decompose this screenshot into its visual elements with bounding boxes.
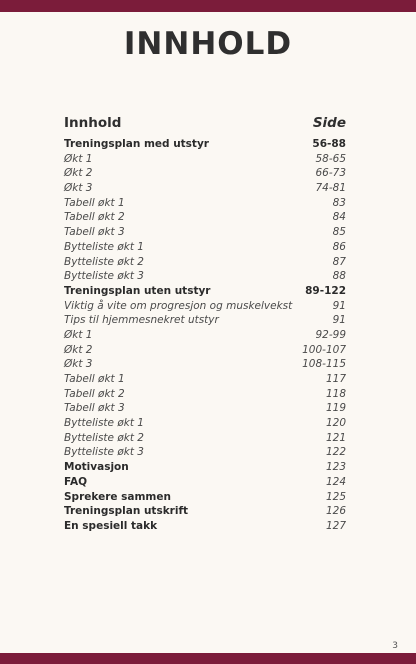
toc-entry-label: Tabell økt 3: [64, 402, 125, 415]
toc-entry-label: Bytteliste økt 3: [64, 446, 144, 459]
toc-entry: [64, 431, 346, 446]
toc-entry: [64, 357, 346, 372]
toc-entry-page: 127: [325, 519, 346, 532]
toc-entry-label: Bytteliste økt 3: [64, 270, 144, 283]
toc-entry-label: Tabell økt 2: [64, 387, 125, 400]
table-of-contents: [64, 115, 346, 534]
toc-entry: [64, 504, 346, 519]
toc-entry-page: 118: [325, 387, 346, 400]
toc-entry: [64, 210, 346, 225]
toc-entry: [64, 284, 346, 299]
toc-entry: [64, 196, 346, 211]
toc-entry: [64, 401, 346, 416]
toc-entry-label: Økt 2: [64, 343, 93, 356]
page-number: 3: [392, 641, 398, 651]
toc-entry-label: Økt 1: [64, 328, 93, 341]
toc-entry-label: Bytteliste økt 1: [64, 417, 144, 430]
toc-entry-label: Bytteliste økt 1: [64, 240, 144, 253]
toc-entry-page: 124: [325, 475, 346, 488]
toc-entry-label: Tabell økt 3: [64, 226, 125, 239]
toc-entry-page: 119: [325, 402, 346, 415]
toc-entry-label: Treningsplan utskrift: [64, 505, 189, 518]
toc-entry: [64, 343, 346, 358]
toc-entry-page: 87: [332, 255, 346, 268]
toc-entry-page: 56-88: [312, 138, 346, 150]
toc-entry-page: 74-81: [315, 182, 346, 195]
toc-entry-page: 84: [332, 211, 346, 224]
toc-entry-page: 58-65: [315, 152, 346, 165]
toc-entry: [64, 328, 346, 343]
toc-entry: [64, 519, 346, 534]
toc-entry-page: 91: [332, 314, 346, 327]
toc-entry-page: 120: [325, 417, 346, 430]
toc-entry-label: En spesiell takk: [64, 519, 158, 532]
toc-entry-page: 100-107: [302, 343, 346, 356]
toc-entry-page: 85: [332, 226, 346, 239]
toc-entry-label: Treningsplan med utstyr: [64, 138, 209, 150]
toc-entry-label: Tabell økt 2: [64, 211, 125, 224]
toc-entry: [64, 475, 346, 490]
toc-entry-label: Økt 3: [64, 358, 93, 371]
toc-entry-label: FAQ: [64, 475, 88, 488]
toc-entry-label: Bytteliste økt 2: [64, 431, 144, 444]
toc-entry-label: Økt 2: [64, 167, 93, 180]
toc-entry-label: Treningsplan uten utstyr: [64, 284, 211, 297]
toc-entry-label: Tabell økt 1: [64, 196, 125, 209]
toc-entry: [64, 313, 346, 328]
toc-entry-page: 123: [325, 461, 346, 474]
toc-entry: [64, 166, 346, 181]
toc-entry: [64, 445, 346, 460]
toc-entry-page: 83: [332, 196, 346, 209]
toc-header: [64, 115, 346, 137]
toc-entry-page: 125: [325, 490, 346, 503]
toc-entry-page: 88: [332, 270, 346, 283]
toc-entry: [64, 181, 346, 196]
toc-header-label: Innhold: [64, 115, 122, 131]
toc-entry-label: Tips til hjemmesnekret utstyr: [64, 314, 219, 327]
toc-entry-page: 66-73: [315, 167, 346, 180]
toc-entry-page: 122: [325, 446, 346, 459]
toc-entry: [64, 152, 346, 167]
toc-entry: [64, 490, 346, 505]
toc-entry-label: Sprekere sammen: [64, 490, 171, 503]
toc-entry: [64, 416, 346, 431]
top-accent-band: [0, 0, 416, 12]
toc-entry: [64, 225, 346, 240]
toc-entry: [64, 255, 346, 270]
toc-entry-label: Motivasjon: [64, 461, 129, 474]
toc-entry-label: Økt 3: [64, 182, 93, 195]
toc-entry-page: 91: [332, 299, 346, 312]
toc-entry: [64, 387, 346, 402]
toc-entry: [64, 240, 346, 255]
toc-entry-label: Bytteliste økt 2: [64, 255, 144, 268]
toc-entry-page: 117: [325, 373, 346, 385]
toc-entry: [64, 460, 346, 475]
toc-entry: [64, 269, 346, 284]
toc-entry: [64, 299, 346, 314]
toc-entry-page: 89-122: [305, 284, 346, 297]
toc-entry-page: 121: [325, 431, 346, 444]
toc-entry-label: Tabell økt 1: [64, 373, 125, 385]
toc-header-page-label: Side: [312, 115, 346, 131]
toc-entry-label: Viktig å vite om progresjon og muskelvekst: [64, 299, 293, 312]
toc-entry-page: 126: [325, 505, 346, 518]
toc-entry-page: 92-99: [315, 328, 346, 341]
toc-entry: [64, 137, 346, 152]
toc-entry-page: 86: [332, 240, 346, 253]
bottom-accent-band: [0, 653, 416, 664]
toc-entry: [64, 372, 346, 387]
toc-entry-label: Økt 1: [64, 152, 93, 165]
toc-entries: [64, 137, 346, 534]
page-title: INNHOLD: [123, 26, 293, 62]
toc-entry-page: 108-115: [302, 358, 346, 371]
